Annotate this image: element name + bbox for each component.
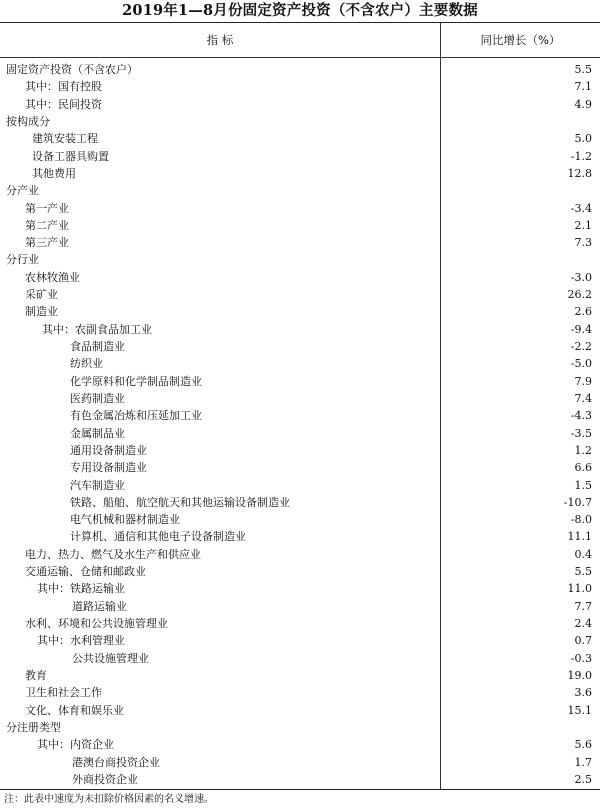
row-label: 分注册类型 [6, 720, 61, 734]
row-value: 0.4 [574, 547, 592, 561]
table-row [0, 684, 600, 701]
table-row [0, 719, 600, 736]
row-value: -3.4 [570, 201, 592, 215]
row-value: 4.9 [574, 97, 592, 111]
table-row [0, 373, 600, 390]
row-label: 建筑安装工程 [32, 132, 98, 146]
row-value: -2.2 [570, 340, 592, 353]
row-label: 医药制造业 [70, 391, 125, 405]
row-label: 第二产业 [25, 218, 69, 232]
row-label: 其中：铁路运输业 [37, 582, 125, 596]
row-label: 交通运输、仓储和邮政业 [25, 565, 146, 579]
row-value: 1.5 [574, 478, 592, 492]
row-value: -1.2 [570, 149, 592, 163]
row-value: 5.5 [574, 565, 592, 579]
row-value: -5.0 [570, 357, 592, 371]
table-row [0, 598, 600, 615]
table-row [0, 736, 600, 753]
row-value: -4.3 [570, 409, 592, 423]
table-row [0, 667, 600, 684]
row-value: 11.1 [567, 530, 592, 544]
table-row [0, 459, 600, 476]
row-value: 11.0 [567, 582, 592, 596]
row-label: 卫生和社会工作 [25, 686, 102, 700]
table-row [0, 580, 600, 597]
row-value: -0.3 [570, 651, 592, 665]
table-row [0, 650, 600, 667]
row-label: 其中：水利管理业 [37, 634, 125, 648]
table-row [0, 321, 600, 338]
table-row [0, 754, 600, 771]
row-value: 5.0 [574, 132, 592, 146]
row-label: 港澳台商投资企业 [72, 755, 160, 769]
table-row [0, 130, 600, 147]
table-row [0, 96, 600, 113]
row-label: 第一产业 [25, 201, 69, 215]
table-row [0, 355, 600, 372]
row-label: 计算机、通信和其他电子设备制造业 [70, 530, 246, 544]
table-row [0, 528, 600, 545]
row-value: -9.4 [570, 322, 592, 336]
table-row [0, 390, 600, 407]
row-label: 外商投资企业 [72, 772, 138, 786]
table-row [0, 78, 600, 95]
table-row [0, 303, 600, 320]
row-value: 7.4 [574, 391, 592, 405]
row-label: 采矿业 [25, 288, 58, 302]
row-value: -10.7 [563, 495, 592, 509]
table-row [0, 251, 600, 268]
row-label: 通用设备制造业 [70, 443, 147, 457]
row-label: 其中：内资企业 [37, 738, 114, 752]
row-label: 食品制造业 [70, 340, 125, 353]
row-value: 2.1 [574, 218, 592, 232]
row-value: -3.0 [570, 270, 592, 284]
table-row [0, 511, 600, 528]
row-value: 7.1 [574, 80, 592, 94]
table-header [0, 23, 600, 58]
row-label: 分产业 [6, 184, 39, 198]
data-table [0, 22, 600, 790]
table-row [0, 217, 600, 234]
row-label: 按构成分 [6, 114, 50, 128]
row-value: 1.2 [574, 443, 592, 457]
table-row [0, 632, 600, 649]
row-value: 26.2 [567, 288, 592, 302]
row-label: 其中：民间投资 [25, 97, 102, 111]
table-row [0, 286, 600, 303]
row-label: 制造业 [25, 305, 58, 319]
footnote: 注：此表中速度为未扣除价格因素的名义增速。 [4, 794, 214, 805]
row-label: 专用设备制造业 [70, 461, 147, 475]
row-label: 水利、环境和公共设施管理业 [25, 617, 168, 630]
row-label: 教育 [25, 668, 47, 682]
table-row [0, 182, 600, 199]
row-value: 2.5 [574, 772, 592, 786]
row-label: 道路运输业 [72, 599, 127, 613]
table-row [0, 338, 600, 355]
table-row [0, 771, 600, 788]
table-row [0, 494, 600, 511]
table-row [0, 563, 600, 580]
row-label: 固定资产投资（不含农户） [6, 63, 138, 76]
row-label: 公共设施管理业 [72, 651, 149, 665]
table-row [0, 477, 600, 494]
table-row [0, 702, 600, 719]
table-row [0, 442, 600, 459]
table-row [0, 615, 600, 632]
row-value: 19.0 [567, 668, 592, 682]
row-value: 3.6 [574, 686, 592, 700]
row-value: 2.6 [574, 305, 592, 319]
row-label: 第三产业 [25, 236, 69, 250]
row-label: 铁路、船舶、航空航天和其他运输设备制造业 [70, 495, 290, 509]
row-value: 5.6 [574, 738, 592, 752]
table-row [0, 407, 600, 424]
header-indicator: 指 标 [206, 33, 234, 47]
row-value: 2.4 [574, 617, 592, 630]
table-row [0, 148, 600, 165]
table-row [0, 425, 600, 442]
table-body [0, 61, 600, 788]
row-value: -8.0 [570, 513, 592, 527]
row-value: 15.1 [567, 703, 592, 717]
row-value: 0.7 [574, 634, 592, 648]
table-row [0, 234, 600, 251]
row-label: 汽车制造业 [70, 478, 125, 492]
table-row [0, 269, 600, 286]
table-row [0, 200, 600, 217]
table-row [0, 546, 600, 563]
row-value: 1.7 [574, 755, 592, 769]
row-value: 12.8 [567, 166, 592, 180]
row-label: 有色金属冶炼和压延加工业 [70, 409, 202, 423]
row-label: 农林牧渔业 [25, 270, 80, 284]
row-value: 6.6 [574, 461, 592, 475]
table-row [0, 165, 600, 182]
row-value: 7.9 [574, 374, 592, 388]
row-value: 5.5 [574, 63, 592, 76]
row-label: 文化、体育和娱乐业 [25, 703, 124, 717]
row-label: 分行业 [6, 253, 39, 267]
page-title: 2019年1—8月份固定资产投资（不含农户）主要数据 [122, 2, 478, 19]
table-row [0, 113, 600, 130]
table-row [0, 61, 600, 78]
row-label: 金属制品业 [70, 426, 125, 440]
row-label: 设备工器具购置 [32, 149, 109, 163]
row-label: 其他费用 [32, 166, 76, 180]
row-label: 其中：国有控股 [25, 80, 102, 94]
row-value: 7.7 [574, 599, 592, 613]
row-label: 电力、热力、燃气及水生产和供应业 [25, 547, 201, 561]
row-value: -3.5 [570, 426, 592, 440]
row-value: 7.3 [574, 236, 592, 250]
row-label: 电气机械和器材制造业 [70, 513, 180, 527]
row-label: 其中：农副食品加工业 [42, 322, 152, 336]
row-label: 纺织业 [70, 357, 103, 371]
row-label: 化学原料和化学制品制造业 [70, 374, 202, 388]
header-growth: 同比增长（%） [480, 33, 561, 47]
